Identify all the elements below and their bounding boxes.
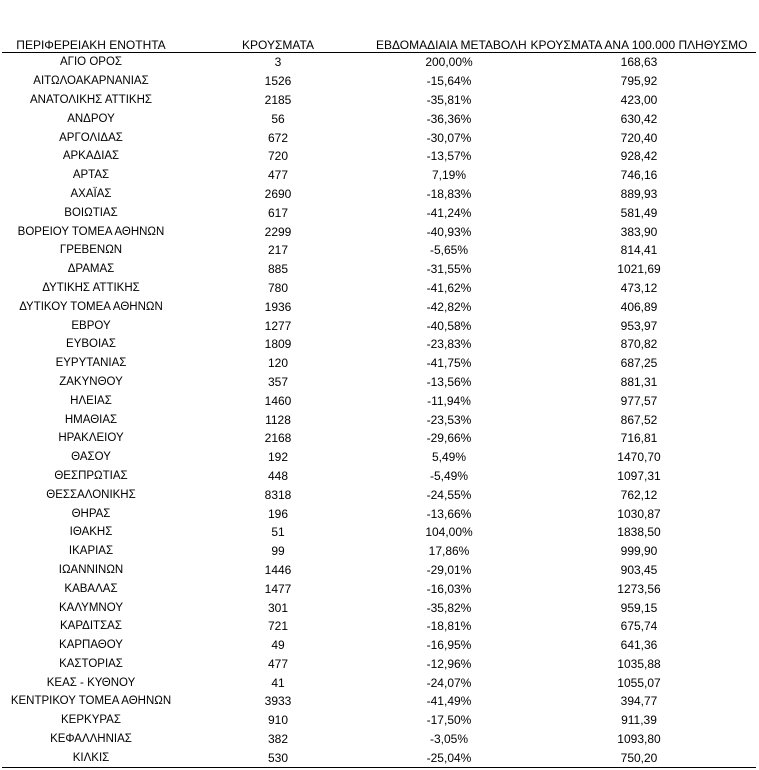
cell-cases: 1446 — [264, 562, 292, 577]
cell-region: ΚΑΒΑΛΑΣ — [64, 582, 118, 595]
table-row — [2, 279, 756, 298]
cell-cases: 672 — [267, 130, 289, 145]
cell-cases-per-100k: 977,57 — [620, 393, 658, 408]
table-row — [2, 504, 756, 523]
cell-weekly-change: -40,58% — [426, 318, 472, 333]
cell-cases: 1809 — [264, 337, 292, 352]
cell-cases-per-100k: 1021,69 — [617, 262, 661, 277]
cell-cases: 2168 — [264, 431, 292, 446]
cell-cases-per-100k: 687,25 — [620, 356, 658, 371]
cell-weekly-change: -41,24% — [426, 205, 472, 220]
cell-cases-per-100k: 911,39 — [621, 713, 657, 728]
cell-region: ΗΡΑΚΛΕΙΟΥ — [58, 432, 124, 445]
cell-weekly-change: -18,83% — [426, 186, 472, 201]
cell-cases-per-100k: 746,16 — [620, 168, 658, 183]
cell-weekly-change: -11,94% — [427, 393, 471, 408]
cell-cases: 120 — [267, 356, 289, 371]
header-row — [2, 38, 756, 53]
cell-weekly-change: -16,95% — [426, 638, 472, 653]
cell-cases: 910 — [267, 713, 289, 728]
cell-region: ΗΛΕΙΑΣ — [70, 394, 112, 407]
cell-region: ΑΡΚΑΔΙΑΣ — [62, 150, 120, 163]
table-row — [2, 72, 756, 91]
cell-cases: 885 — [267, 262, 289, 277]
cell-cases-per-100k: 928,42 — [620, 149, 658, 164]
cell-cases-per-100k: 750,20 — [522, 748, 756, 767]
cell-region: ΓΡΕΒΕΝΩΝ — [59, 244, 123, 257]
cell-weekly-change: -13,66% — [426, 506, 472, 521]
cell-weekly-change: -25,04% — [376, 748, 522, 767]
table-row — [2, 692, 756, 711]
cell-cases-per-100k: 720,40 — [620, 130, 658, 145]
cell-weekly-change: -40,93% — [426, 224, 472, 239]
table-row — [2, 260, 756, 279]
cell-cases: 3 — [274, 55, 282, 70]
cell-weekly-change: -24,07% — [426, 675, 472, 690]
cell-weekly-change: 7,19% — [431, 168, 467, 183]
cell-cases: 357 — [267, 374, 289, 389]
cell-region: ΚΙΛΚΙΣ — [2, 748, 180, 767]
cell-region: ΑΓΙΟ ΟΡΟΣ — [59, 56, 122, 69]
table-row — [2, 166, 756, 185]
cell-region: ΑΝΔΡΟΥ — [67, 112, 115, 125]
cell-cases: 530 — [180, 748, 376, 767]
table-row — [2, 561, 756, 580]
cell-cases: 56 — [271, 111, 285, 126]
table-row — [2, 373, 756, 392]
cell-region: ΑΡΤΑΣ — [72, 169, 110, 182]
cell-region: ΕΥΒΟΙΑΣ — [66, 338, 116, 351]
cell-weekly-change: -41,75% — [426, 356, 472, 371]
cell-cases: 301 — [267, 600, 289, 615]
cell-cases-per-100k: 1055,07 — [617, 675, 661, 690]
cell-cases-per-100k: 870,82 — [620, 337, 658, 352]
cell-cases-per-100k: 630,42 — [620, 111, 658, 126]
cell-region: ΕΥΡΥΤΑΝΙΑΣ — [55, 357, 127, 370]
cell-cases: 1277 — [264, 318, 292, 333]
cell-weekly-change: -5,49% — [429, 468, 469, 483]
cell-cases-per-100k: 881,31 — [620, 374, 658, 389]
cell-cases-per-100k: 168,63 — [620, 55, 658, 70]
cell-region: ΚΕΡΚΥΡΑΣ — [61, 714, 121, 727]
cell-cases-per-100k: 1093,80 — [617, 732, 661, 747]
cell-region: ΘΕΣΠΡΩΤΙΑΣ — [54, 469, 128, 482]
cell-weekly-change: 5,49% — [431, 450, 467, 465]
cell-region: ΑΡΓΟΛΙΔΑΣ — [59, 131, 123, 144]
table-row — [2, 523, 756, 542]
cell-region: ΒΟΡΕΙΟΥ ΤΟΜΕΑ ΑΘΗΝΩΝ — [17, 225, 165, 238]
table-row — [2, 448, 756, 467]
table-row — [2, 91, 756, 110]
cell-weekly-change: -23,83% — [426, 337, 472, 352]
cell-cases: 1936 — [264, 299, 292, 314]
cell-cases-per-100k: 959,15 — [620, 600, 658, 615]
cell-cases-per-100k: 999,90 — [620, 544, 658, 559]
cell-region: ΖΑΚΥΝΘΟΥ — [59, 375, 123, 388]
table-row — [2, 730, 756, 749]
cell-weekly-change: -35,81% — [426, 92, 472, 107]
table-row — [2, 711, 756, 730]
table-row — [2, 655, 756, 674]
cell-cases-per-100k: 1030,87 — [617, 506, 661, 521]
cell-cases-per-100k: 1097,31 — [617, 468, 661, 483]
cell-region: ΗΜΑΘΙΑΣ — [64, 413, 118, 426]
table-row — [2, 222, 756, 241]
cell-weekly-change: -42,82% — [426, 299, 472, 314]
cell-region: ΔΡΑΜΑΣ — [67, 263, 115, 276]
cell-cases: 617 — [267, 205, 289, 220]
cell-weekly-change: -15,64% — [426, 74, 472, 89]
cell-cases-per-100k: 675,74 — [620, 619, 658, 634]
cell-cases-per-100k: 867,52 — [620, 412, 658, 427]
cell-weekly-change: -24,55% — [426, 487, 472, 502]
cell-cases-per-100k: 795,92 — [620, 74, 658, 89]
cell-region: ΚΑΡΠΑΘΟΥ — [59, 639, 123, 652]
cell-region: ΑΝΑΤΟΛΙΚΗΣ ΑΤΤΙΚΗΣ — [29, 93, 152, 106]
cell-cases: 192 — [267, 450, 289, 465]
cell-cases-per-100k: 473,12 — [620, 280, 658, 295]
cell-weekly-change: -5,65% — [429, 243, 469, 258]
header-cases-per-100k: ΚΡΟΥΣΜΑΤΑ ΑΝΑ 100.000 ΠΛΗΘΥΣΜΟ — [522, 38, 756, 53]
cell-weekly-change: -41,49% — [426, 694, 472, 709]
cell-cases: 382 — [267, 732, 289, 747]
table-row — [2, 617, 756, 636]
cell-region: ΘΑΣΟΥ — [71, 451, 111, 464]
table-row — [2, 748, 756, 767]
cell-weekly-change: -36,36% — [426, 111, 472, 126]
cell-cases: 2185 — [264, 92, 292, 107]
cases-table — [2, 38, 756, 768]
cases-table-sheet — [2, 38, 756, 768]
cell-cases-per-100k: 394,77 — [620, 694, 658, 709]
cell-region: ΚΑΛΥΜΝΟΥ — [59, 601, 123, 614]
cell-region: ΚΑΣΤΟΡΙΑΣ — [59, 657, 123, 670]
cell-weekly-change: -17,50% — [426, 713, 472, 728]
cell-cases-per-100k: 1035,88 — [617, 656, 661, 671]
header-weekly-change: ΕΒΔΟΜΑΔΙΑΙΑ ΜΕΤΑΒΟΛΗ — [376, 38, 527, 52]
cell-cases: 51 — [271, 525, 285, 540]
cell-cases: 41 — [271, 675, 285, 690]
table-row — [2, 429, 756, 448]
cell-cases-per-100k: 423,00 — [620, 92, 658, 107]
cell-weekly-change: -23,53% — [426, 412, 472, 427]
cell-weekly-change: -41,62% — [426, 280, 472, 295]
cell-cases: 1128 — [265, 412, 291, 427]
table-row — [2, 128, 756, 147]
cell-cases-per-100k: 581,49 — [620, 205, 658, 220]
cell-weekly-change: -16,03% — [426, 581, 472, 596]
table-body — [2, 53, 756, 768]
table-row — [2, 467, 756, 486]
cell-weekly-change: -3,05% — [429, 732, 469, 747]
cell-cases: 196 — [267, 506, 289, 521]
table-row — [2, 241, 756, 260]
cell-weekly-change: -31,55% — [426, 262, 472, 277]
cell-weekly-change: 104,00% — [425, 525, 473, 540]
cell-cases: 2690 — [264, 186, 292, 201]
cell-cases: 8318 — [264, 487, 292, 502]
cell-region: ΚΕΑΣ - ΚΥΘΝΟΥ — [46, 676, 136, 689]
cell-cases-per-100k: 814,41 — [620, 243, 658, 258]
cell-cases: 99 — [271, 544, 285, 559]
cell-cases: 1477 — [264, 581, 292, 596]
cell-weekly-change: -35,82% — [426, 600, 472, 615]
header-cases: ΚΡΟΥΣΜΑΤΑ — [180, 38, 376, 53]
cell-cases: 780 — [267, 280, 289, 295]
cell-region: ΚΕΝΤΡΙΚΟΥ ΤΟΜΕΑ ΑΘΗΝΩΝ — [10, 695, 172, 708]
cell-region: ΘΕΣΣΑΛΟΝΙΚΗΣ — [46, 488, 136, 501]
table-row — [2, 147, 756, 166]
cell-region: ΔΥΤΙΚΟΥ ΤΟΜΕΑ ΑΘΗΝΩΝ — [19, 300, 163, 313]
cell-cases-per-100k: 406,89 — [620, 299, 658, 314]
cell-weekly-change: -18,81% — [426, 619, 472, 634]
table-row — [2, 185, 756, 204]
cell-cases: 3933 — [264, 694, 292, 709]
cell-region: ΑΧΑΪΑΣ — [70, 187, 112, 200]
cell-cases-per-100k: 953,97 — [620, 318, 658, 333]
table-row — [2, 316, 756, 335]
table-row — [2, 109, 756, 128]
cell-weekly-change: -13,57% — [426, 149, 472, 164]
cell-cases: 1460 — [264, 393, 292, 408]
table-row — [2, 354, 756, 373]
cell-cases-per-100k: 1838,50 — [617, 525, 661, 540]
cell-weekly-change: -29,66% — [426, 431, 472, 446]
cell-region: ΙΩΑΝΝΙΝΩΝ — [58, 563, 124, 576]
table-row — [2, 485, 756, 504]
cell-cases-per-100k: 716,81 — [620, 431, 658, 446]
cell-cases: 49 — [271, 638, 285, 653]
cell-cases-per-100k: 903,45 — [620, 562, 658, 577]
table-row — [2, 673, 756, 692]
table-row — [2, 598, 756, 617]
cell-weekly-change: -13,56% — [426, 374, 472, 389]
cell-cases-per-100k: 1273,56 — [617, 581, 661, 596]
cell-region: ΚΑΡΔΙΤΣΑΣ — [60, 620, 122, 633]
cell-region: ΘΗΡΑΣ — [71, 507, 111, 520]
table-row — [2, 636, 756, 655]
cell-cases: 721 — [267, 619, 289, 634]
cell-cases: 720 — [267, 149, 289, 164]
cell-cases: 477 — [267, 656, 289, 671]
cell-cases: 477 — [267, 168, 289, 183]
cell-weekly-change: 200,00% — [425, 55, 473, 70]
cell-weekly-change: -12,96% — [426, 656, 472, 671]
cell-weekly-change: -29,01% — [426, 562, 472, 577]
table-row — [2, 297, 756, 316]
table-row — [2, 53, 756, 72]
cell-region: ΚΕΦΑΛΛΗΝΙΑΣ — [50, 733, 132, 746]
cell-cases: 217 — [267, 243, 289, 258]
cell-weekly-change: 17,86% — [428, 544, 470, 559]
cell-cases: 1526 — [264, 74, 292, 89]
cell-region: ΕΒΡΟΥ — [71, 319, 111, 332]
table-row — [2, 542, 756, 561]
cell-region: ΔΥΤΙΚΗΣ ΑΤΤΙΚΗΣ — [42, 281, 140, 294]
table-row — [2, 203, 756, 222]
cell-weekly-change: -30,07% — [426, 130, 472, 145]
cell-cases: 448 — [267, 468, 289, 483]
cell-region: ΙΚΑΡΙΑΣ — [68, 545, 114, 558]
cell-cases-per-100k: 1470,70 — [617, 450, 661, 465]
table-row — [2, 579, 756, 598]
cell-cases-per-100k: 383,90 — [620, 224, 658, 239]
cell-cases: 2299 — [264, 224, 292, 239]
cell-cases-per-100k: 762,12 — [620, 487, 658, 502]
header-region: ΠΕΡΙΦΕΡΕΙΑΚΗ ΕΝΟΤΗΤΑ — [2, 38, 180, 53]
cell-region: ΑΙΤΩΛΟΑΚΑΡΝΑΝΙΑΣ — [33, 75, 149, 88]
table-row — [2, 410, 756, 429]
cell-cases-per-100k: 889,93 — [620, 186, 658, 201]
cell-region: ΙΘΑΚΗΣ — [69, 526, 113, 539]
table-header — [2, 38, 756, 53]
table-row — [2, 335, 756, 354]
table-row — [2, 391, 756, 410]
cell-region: ΒΟΙΩΤΙΑΣ — [64, 206, 118, 219]
cell-cases-per-100k: 641,36 — [620, 638, 658, 653]
